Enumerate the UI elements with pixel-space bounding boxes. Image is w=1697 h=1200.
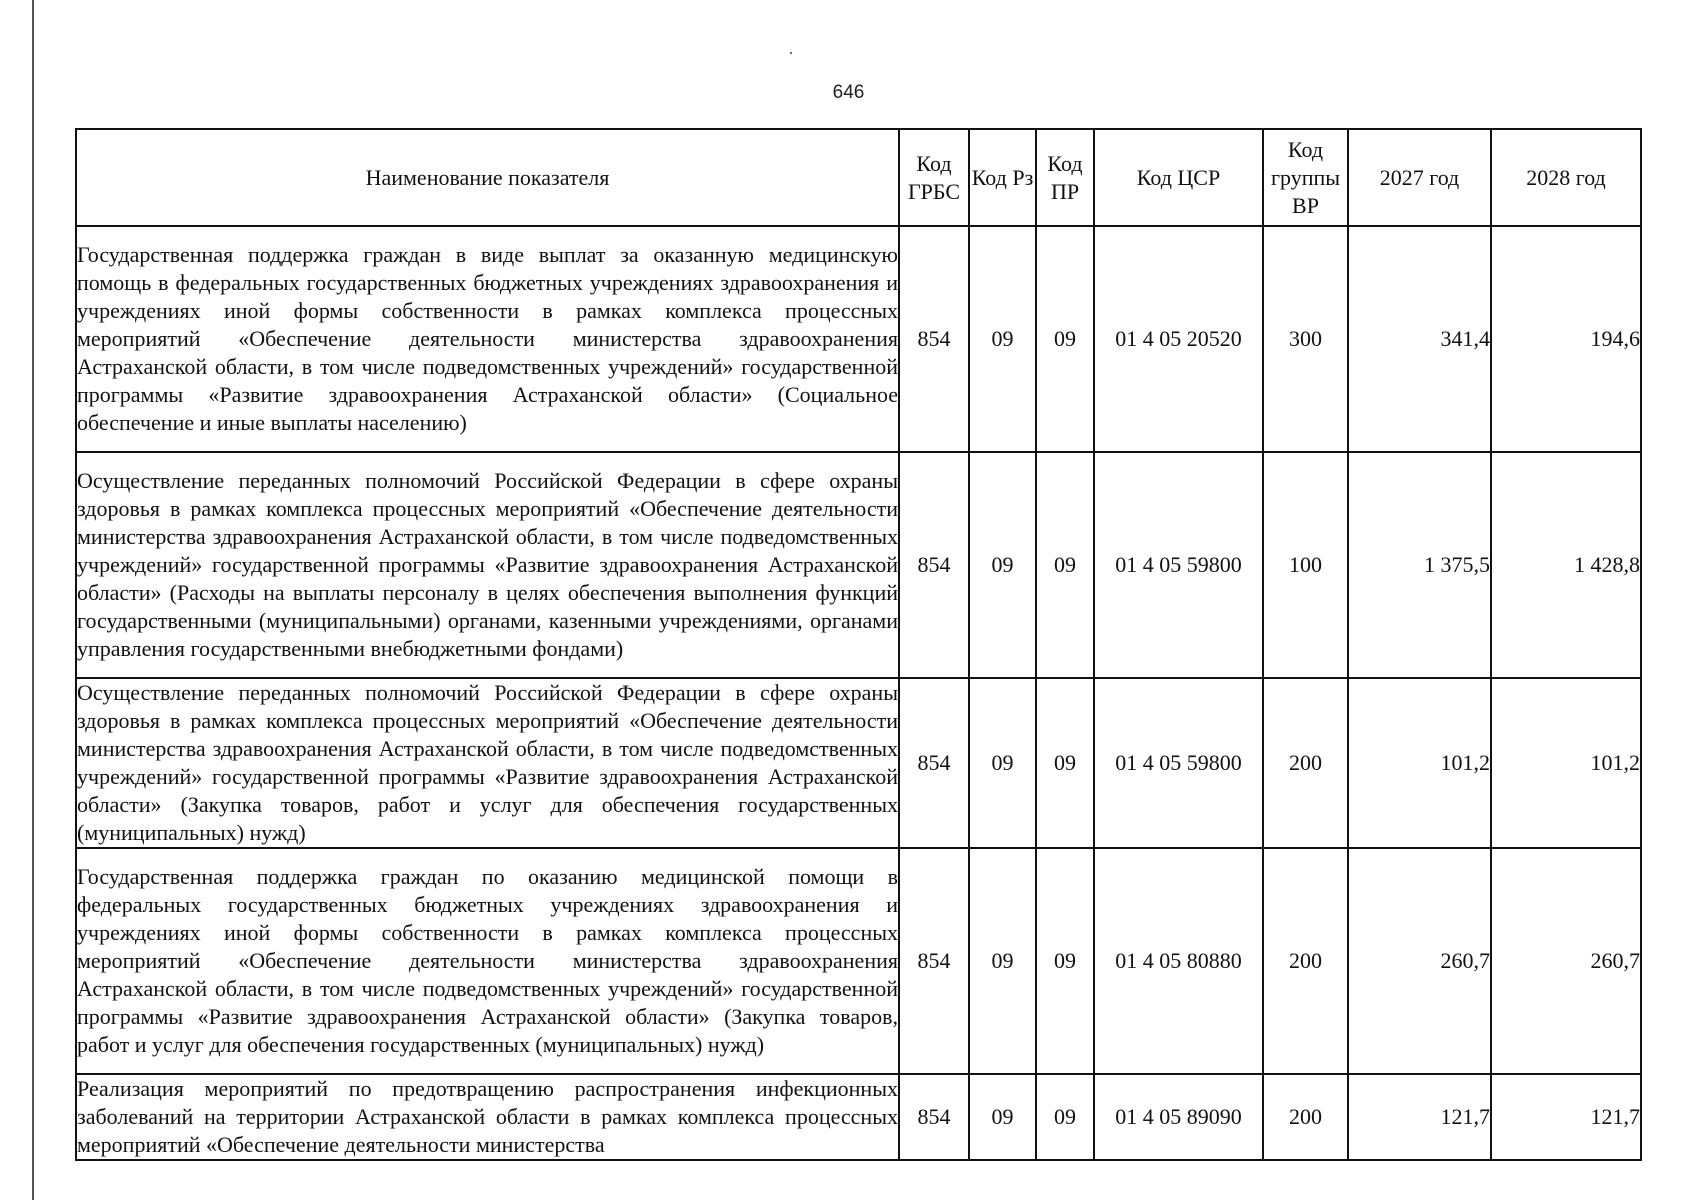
code-rz: 09 [969,452,1036,678]
header-pr: Код ПР [1036,129,1094,226]
amount-2027: 101,2 [1348,678,1491,848]
code-csr: 01 4 05 89090 [1094,1074,1263,1160]
code-vr: 200 [1263,678,1348,848]
code-pr: 09 [1036,678,1094,848]
table-row [76,226,1641,452]
code-rz: 09 [969,226,1036,452]
header-grbs: Код ГРБС [899,129,969,226]
indicator-name: Осуществление переданных полномочий Российской Федерации в сфере охраны здоровья в рамках комплекса процессных мероприятий «Обеспечение деятельности министерства здравоохранения Астраханской области, в том числе подведомственных учреждений» государственной программы «Развитие здравоохранения Астраханской области» (Закупка товаров, работ и услуг для обеспечения государственных (муниципальных) нужд) [76,678,899,848]
scan-speck [790,52,792,54]
code-csr: 01 4 05 80880 [1094,848,1263,1074]
code-pr: 09 [1036,226,1094,452]
amount-2028: 194,6 [1491,226,1641,452]
budget-table [75,128,1642,1161]
table-header-row [76,129,1641,226]
amount-2027: 341,4 [1348,226,1491,452]
amount-2027: 260,7 [1348,848,1491,1074]
table-row [76,678,1641,848]
code-vr: 100 [1263,452,1348,678]
header-csr: Код ЦСР [1094,129,1263,226]
table-row [76,1074,1641,1160]
indicator-name: Реализация мероприятий по предотвращению распространения инфекционных заболеваний на территории Астраханской области в рамках комплекса процессных мероприятий «Обеспечение деятельности министерства [77,1076,898,1157]
code-pr: 09 [1036,1074,1094,1160]
code-grbs: 854 [899,226,969,452]
binding-margin-line [32,0,34,1200]
code-rz: 09 [969,848,1036,1074]
amount-2028: 101,2 [1491,678,1641,848]
page-number: 646 [832,82,865,103]
code-grbs: 854 [899,848,969,1074]
code-vr: 200 [1263,1074,1348,1160]
header-name: Наименование показателя [76,129,899,226]
code-pr: 09 [1036,452,1094,678]
code-grbs: 854 [899,452,969,678]
header-2027: 2027 год [1348,129,1491,226]
code-vr: 200 [1263,848,1348,1074]
code-rz: 09 [969,1074,1036,1160]
code-grbs: 854 [899,1074,969,1160]
code-vr: 300 [1263,226,1348,452]
amount-2028: 1 428,8 [1491,452,1641,678]
code-csr: 01 4 05 59800 [1094,678,1263,848]
code-csr: 01 4 05 20520 [1094,226,1263,452]
indicator-name: Осуществление переданных полномочий Российской Федерации в сфере охраны здоровья в рамках комплекса процессных мероприятий «Обеспечение деятельности министерства здравоохранения Астраханской области, в том числе подведомственных учреждений» государственной программы «Развитие здравоохранения Астраханской области» (Расходы на выплаты персоналу в целях обеспечения выполнения функций государственными (муниципальными) органами, казенными учреждениями, органами управления государственными внебюджетными фондами) [76,452,899,678]
indicator-name-cell [76,1074,899,1160]
code-grbs: 854 [899,678,969,848]
indicator-name: Государственная поддержка граждан в виде выплат за оказанную медицинскую помощь в федеральных государственных бюджетных учреждениях здравоохранения и учреждениях иной формы собственности в рамках комплекса процессных мероприятий «Обеспечение деятельности министерства здравоохранения Астраханской области, в том числе подведомственных учреждений» государственной программы «Развитие здравоохранения Астраханской области» (Социальное обеспечение и иные выплаты населению) [76,226,899,452]
amount-2027: 121,7 [1348,1074,1491,1160]
code-csr: 01 4 05 59800 [1094,452,1263,678]
table-row [76,452,1641,678]
amount-2028: 121,7 [1491,1074,1641,1160]
amount-2028: 260,7 [1491,848,1641,1074]
header-2028: 2028 год [1491,129,1641,226]
code-pr: 09 [1036,848,1094,1074]
indicator-name: Государственная поддержка граждан по оказанию медицинской помощи в федеральных государственных бюджетных учреждениях здравоохранения и учреждениях иной формы собственности в рамках комплекса процессных мероприятий «Обеспечение деятельности министерства здравоохранения Астраханской области, в том числе подведомственных учреждений» государственной программы «Развитие здравоохранения Астраханской области» (Закупка товаров, работ и услуг для обеспечения государственных (муниципальных) нужд) [76,848,899,1074]
header-vr: Код группы ВР [1263,129,1348,226]
table-row [76,848,1641,1074]
header-rz: Код Рз [969,129,1036,226]
code-rz: 09 [969,678,1036,848]
amount-2027: 1 375,5 [1348,452,1491,678]
